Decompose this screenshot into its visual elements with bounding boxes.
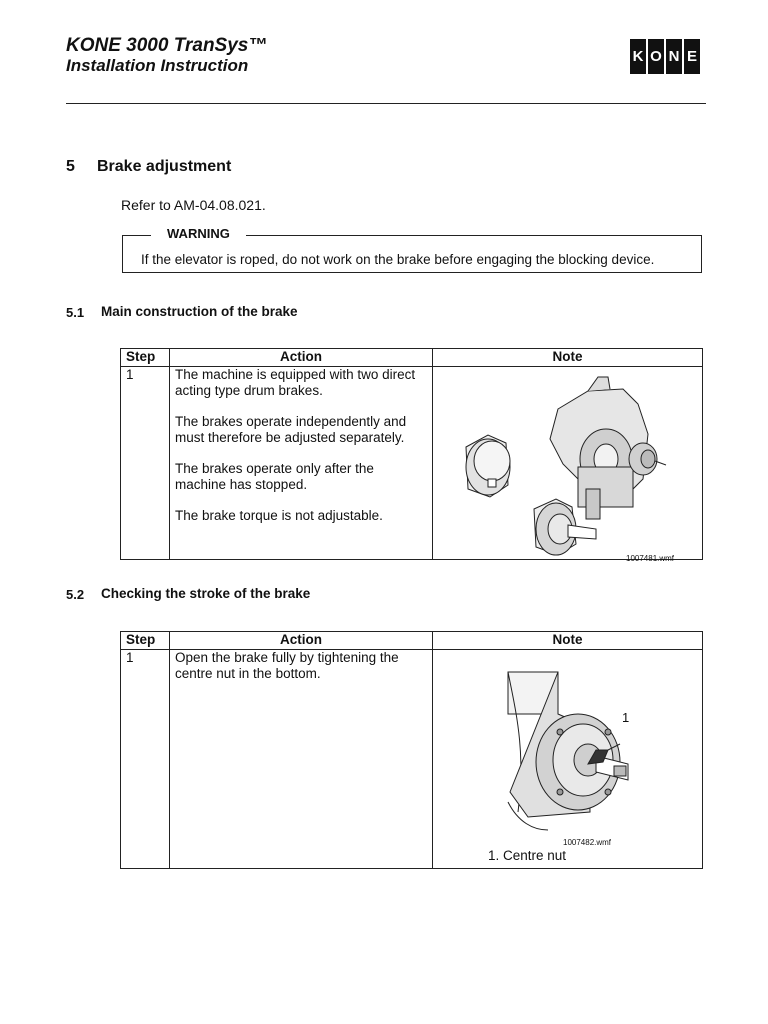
- column-header-action: Action: [170, 632, 433, 650]
- column-header-note: Note: [433, 349, 703, 367]
- reference-text: Refer to AM-04.08.021.: [121, 197, 266, 213]
- logo-letter: N: [666, 39, 682, 74]
- logo-letter: E: [684, 39, 700, 74]
- figure-reference: 1007482.wmf: [563, 838, 612, 847]
- figure-caption: 1. Centre nut: [488, 848, 567, 863]
- brake-stroke-table: [120, 631, 703, 869]
- table-row: [121, 650, 703, 869]
- section-number: 5: [66, 158, 75, 175]
- header-divider: [66, 103, 706, 104]
- note-cell: [433, 367, 703, 563]
- action-cell: [170, 367, 433, 560]
- action-paragraph: The brakes operate only after the machine has stopped.: [175, 461, 374, 492]
- step-cell: 1: [121, 650, 170, 869]
- callout-label: 1: [622, 710, 630, 725]
- table-row: [121, 367, 703, 560]
- action-paragraph: Open the brake fully by tightening the centre nut in the bottom.: [175, 650, 399, 681]
- action-cell: [170, 650, 433, 869]
- logo-letter: K: [630, 39, 646, 74]
- section-title: Brake adjustment: [97, 158, 232, 175]
- document-title: KONE 3000 TranSys™: [66, 35, 268, 56]
- column-header-step: Step: [121, 632, 170, 650]
- subsection-number: 5.2: [66, 587, 85, 602]
- brake-assembly-illustration: [438, 369, 698, 559]
- action-paragraph: The brake torque is not adjustable.: [175, 508, 383, 523]
- subsection-title: Main construction of the brake: [101, 304, 298, 319]
- figure-reference: 1007481.wmf: [626, 554, 675, 563]
- column-header-step: Step: [121, 349, 170, 367]
- step-cell: 1: [121, 367, 170, 560]
- action-paragraph: The machine is equipped with two direct acting type drum brakes.: [175, 367, 416, 398]
- document-subtitle: Installation Instruction: [66, 56, 249, 75]
- warning-label: WARNING: [151, 226, 246, 241]
- kone-logo: [630, 39, 702, 74]
- column-header-note: Note: [433, 632, 703, 650]
- action-paragraph: The brakes operate independently and must therefore be adjusted separately.: [175, 414, 407, 445]
- warning-text: If the elevator is roped, do not work on the brake before engaging the blocking device.: [141, 252, 655, 267]
- subsection-number: 5.1: [66, 305, 85, 320]
- table-header-row: [121, 349, 703, 367]
- centre-nut-illustration: [438, 652, 698, 832]
- subsection-title: Checking the stroke of the brake: [101, 586, 311, 601]
- column-header-action: Action: [170, 349, 433, 367]
- warning-box: [122, 226, 702, 273]
- brake-construction-table: [120, 348, 703, 563]
- note-cell: [433, 650, 703, 869]
- logo-letter: O: [648, 39, 664, 74]
- table-header-row: [121, 632, 703, 650]
